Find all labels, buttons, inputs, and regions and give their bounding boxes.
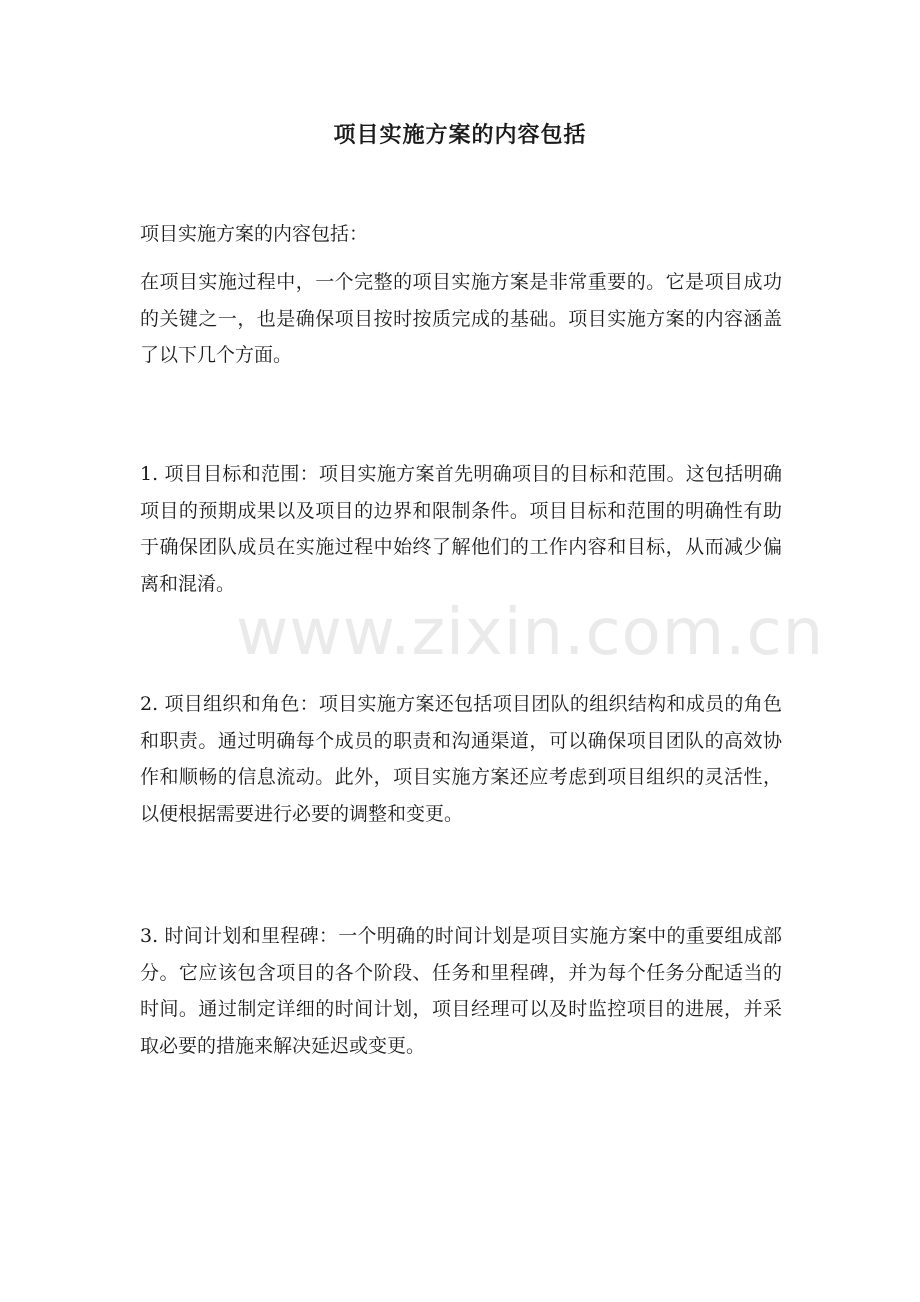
document-title: 项目实施方案的内容包括 [333,122,587,148]
intro-heading: 项目实施方案的内容包括： [140,223,369,245]
watermark: www.zixin.com.cn [236,596,825,670]
section-project-goals: 1. 项目目标和范围：项目实施方案首先明确项目的目标和范围。这包括明确项目的预期成果以及项目的边界和限制条件。项目目标和范围的明确性有助于确保团队成员在实施过程中始终了解他们的工作内容和目标，从而减少偏离和混淆。 [140,463,782,595]
intro-paragraph: 在项目实施过程中，一个完整的项目实施方案是非常重要的。它是项目成功的关键之一，也是确保项目按时按质完成的基础。项目实施方案的内容涵盖了以下几个方面。 [140,271,782,366]
section-project-organization: 2. 项目组织和角色：项目实施方案还包括项目团队的组织结构和成员的角色和职责。通过明确每个成员的职责和沟通渠道，可以确保项目团队的高效协作和顺畅的信息流动。此外，项目实施方案还应考虑到项目组织的灵活性，以便根据需要进行必要的调整和变更。 [140,693,782,825]
section-time-plan: 3. 时间计划和里程碑：一个明确的时间计划是项目实施方案中的重要组成部分。它应该包含项目的各个阶段、任务和里程碑，并为每个任务分配适当的时间。通过制定详细的时间计划，项目经理可以及时监控项目的进展，并采取必要的措施来解决延迟或变更。 [140,925,782,1057]
